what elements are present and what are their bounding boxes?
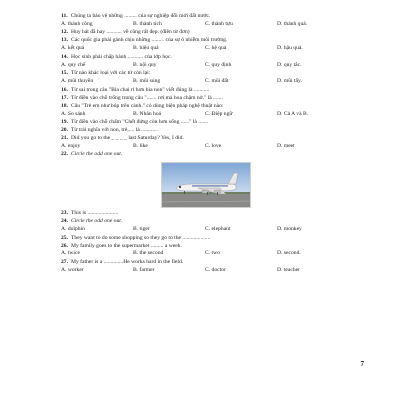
question-number: 27. [61,259,68,265]
answer-option[interactable]: A. enjoy [61,142,81,149]
answer-option[interactable]: B. farmer [133,266,155,273]
question-text: Huy hát đã hay ........... về cũng rất đẹp. (điền từ đơn) [71,29,190,36]
answer-option[interactable]: B. thành tích [133,20,162,27]
answer-option[interactable]: D. thành quả. [277,20,308,27]
answer-option[interactable]: D. teacher [277,266,300,273]
question-text: Từ trái nghĩa với non, trẻ,.... là ............ [71,126,158,133]
answer-option[interactable]: C. doctor [205,266,226,273]
question-number: 26. [61,242,68,249]
question-number: 19. [61,119,68,126]
question-number: 11. [61,13,68,19]
answer-option[interactable]: B. Nhân hoá [133,110,162,117]
question-text: They want to do some shopping so they go to the .................... [71,234,211,241]
question-text: Từ điền vào chỗ trống trong câu "....... rơi mà hoa chậm nở." là ....... [71,94,223,101]
question-22 [61,152,351,160]
answer-option[interactable]: D. Cả A và B. [277,110,309,117]
answer-option[interactable]: A. So sánh [61,110,86,117]
question-number: 14. [61,53,68,60]
answer-option[interactable]: C. elephant [205,226,231,233]
answer-option[interactable]: D. mũi tẩy. [277,78,302,85]
answer-option[interactable]: D. quy tắc. [277,61,302,68]
question-number: 23. [61,210,68,217]
answer-option[interactable]: B. nội quy [133,61,157,68]
question-text: Did you go to the _ _ _ _ last Saturday? Yes, I did. [71,134,184,141]
answer-option[interactable]: A. twice [61,250,80,257]
question-number: 13. [61,37,68,44]
answer-option[interactable]: A. mũi thuyền [61,78,94,85]
airplane-photo [161,162,251,208]
question-text: This is ...................... [71,210,119,217]
question-text: Học sinh phải chấp hành ........... của lớp học. [71,53,172,60]
answer-option[interactable]: D. second. [277,250,301,257]
answer-option[interactable]: C. mũi đất [205,78,229,85]
question-number: 12. [61,29,68,36]
answer-option[interactable]: A. kết quả [61,45,85,52]
question-list [61,14,351,276]
answer-option[interactable]: A. quy chế [61,61,86,68]
answer-option[interactable]: C. quy định [205,61,232,68]
question-number: 16. [61,86,68,93]
question-text: Circle the odd one out. [71,151,123,158]
question-text: Các quốc gia phải gánh chịu những ......... của sự ô nhiễm môi trường. [71,37,228,44]
question-text: Từ điền vào chỗ chấm "Chết đứng còn hơn sống ......" là ....... [71,119,209,126]
answer-option[interactable]: B. the second [133,250,164,257]
question-number: 21. [61,134,68,141]
question-text: Từ sai trong câu "Bìa chai rỉ hơn bìa non" viết đúng là ........... [71,86,210,93]
answer-option[interactable]: C. love [205,142,222,149]
answer-option[interactable]: D. meet [277,142,295,149]
question-text: My father is a ..............He works hard in the field. [71,259,184,265]
answer-option[interactable]: C. thành tựu [205,20,233,27]
answer-option[interactable]: B. hiệu quả [133,45,159,52]
answer-option[interactable]: D. monkey [277,226,302,233]
answer-option[interactable]: B. tiger [133,226,150,233]
answer-option[interactable]: C. hệ quả [205,45,227,52]
question-number: 17. [61,94,68,101]
question-text: Câu "Trẻ em như búp trên cành." có dùng biện pháp nghệ thuật nào: [71,102,224,109]
question-text: My family goes to the supermarket ......... a week. [71,242,182,249]
question-text: Chúng ta bảo vệ những ......... của sự nghiệp đổi mới đất nước. [70,13,211,19]
question-text: Từ nào khác loại với các từ còn lại: [71,70,151,77]
question-text: Circle the odd one out. [71,218,123,225]
question-number: 22. [61,151,68,158]
question-number: 25. [61,234,68,241]
answer-option[interactable]: A. thành công [61,20,93,27]
question-number: 24. [61,218,68,225]
answer-options [61,268,351,277]
answer-option[interactable]: A. worker [61,266,84,273]
answer-option[interactable]: B. like [133,142,148,149]
question-number: 18. [61,102,68,109]
answer-option[interactable]: C. two [205,250,220,257]
answer-option[interactable]: D. hậu quả. [277,45,303,52]
airplane-photo-wrap [61,162,351,208]
question-number: 20. [61,126,68,133]
page-number: 7 [360,360,364,368]
answer-option[interactable]: B. mũi súng [133,78,161,85]
question-number: 15. [61,70,68,77]
answer-option[interactable]: C. Điệp ngữ [205,110,233,117]
answer-option[interactable]: A. dolphin [61,226,85,233]
